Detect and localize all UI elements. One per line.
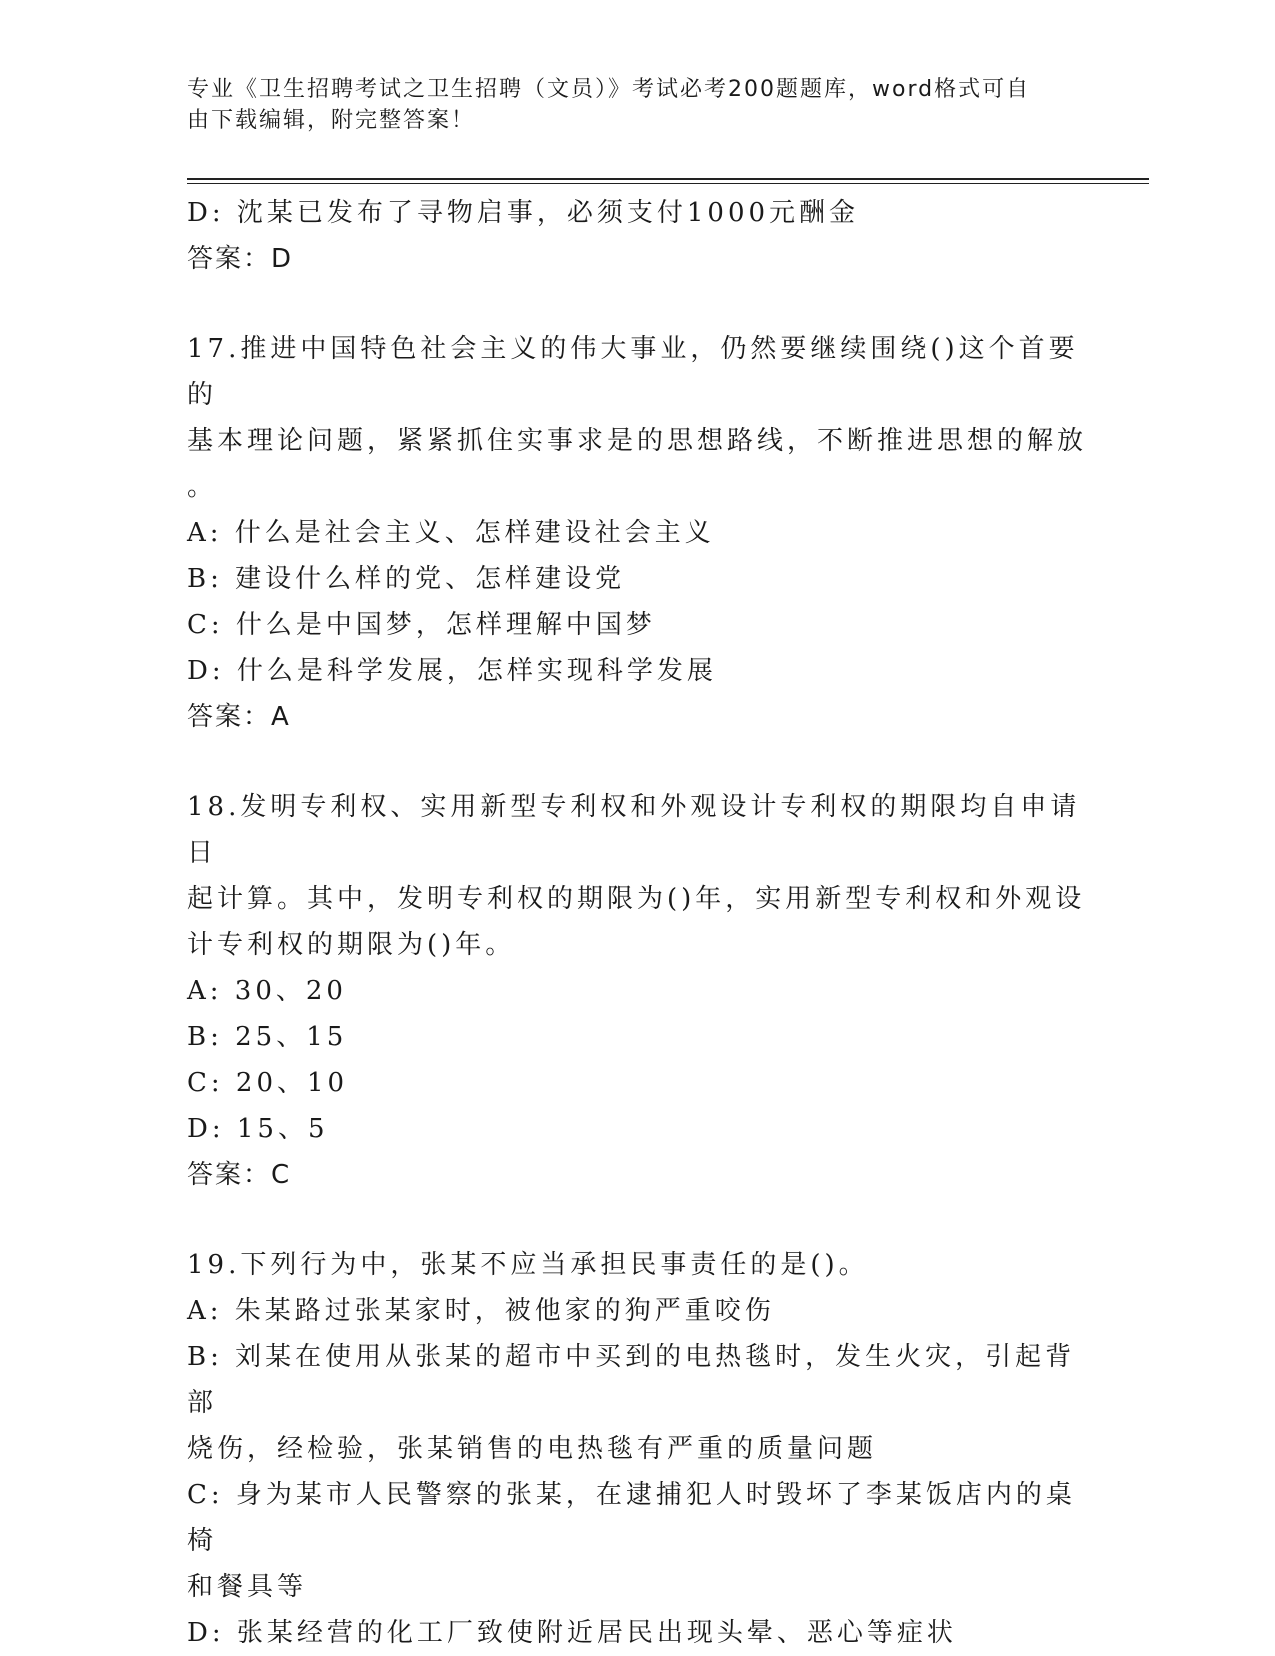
option-c: C: 身为某市人民警察的张某，在逮捕犯人时毁坏了李某饭店内的桌椅 <box>187 1480 1076 1556</box>
option-b: B: 刘某在使用从张某的超市中买到的电热毯时，发生火灾，引起背部 <box>187 1342 1076 1418</box>
option-a: A: 什么是社会主义、怎样建设社会主义 <box>187 518 715 548</box>
question-text-line: 起计算。其中，发明专利权的期限为()年，实用新型专利权和外观设 <box>187 884 1086 914</box>
question-text-line: 计专利权的期限为()年。 <box>187 930 516 960</box>
document-body <box>187 190 1087 1656</box>
option-c-continued: 和餐具等 <box>187 1572 308 1602</box>
option-d: D: 什么是科学发展，怎样实现科学发展 <box>187 656 717 686</box>
question-text-line: 基本理论问题，紧紧抓住实事求是的思想路线，不断推进思想的解放 <box>187 426 1088 456</box>
option-b-continued: 烧伤，经检验，张某销售的电热毯有严重的质量问题 <box>187 1434 878 1464</box>
header-divider-thick <box>187 178 1149 180</box>
spacer <box>187 740 1087 784</box>
document-header <box>187 74 1067 136</box>
option-d: D: 15、5 <box>187 1114 329 1144</box>
option-c: C: 什么是中国梦，怎样理解中国梦 <box>187 610 656 640</box>
question-text-line: 19.下列行为中，张某不应当承担民事责任的是()。 <box>187 1250 869 1280</box>
header-title-line-1: 专业《卫生招聘考试之卫生招聘（文员）》考试必考200题题库，word格式可自 <box>187 77 1031 102</box>
spacer <box>187 282 1087 326</box>
header-divider-thin <box>187 183 1149 184</box>
option-a: A: 30、20 <box>187 976 347 1006</box>
option-b: B: 建设什么样的党、怎样建设党 <box>187 564 626 594</box>
question-19 <box>187 1242 1087 1656</box>
question-text-line: 。 <box>187 472 218 502</box>
option-a: A: 朱某路过张某家时，被他家的狗严重咬伤 <box>187 1296 775 1326</box>
option-d: D: 张某经营的化工厂致使附近居民出现头晕、恶心等症状 <box>187 1618 957 1648</box>
answer: 答案：A <box>187 702 291 732</box>
question-text-line: 18.发明专利权、实用新型专利权和外观设计专利权的期限均自申请日 <box>187 792 1081 868</box>
question-text-line: 17.推进中国特色社会主义的伟大事业，仍然要继续围绕()这个首要的 <box>187 334 1079 410</box>
question-18 <box>187 784 1087 1198</box>
option-b: B: 25、15 <box>187 1022 348 1052</box>
option-d: D: 沈某已发布了寻物启事，必须支付1000元酬金 <box>187 198 860 228</box>
spacer <box>187 1198 1087 1242</box>
question-17 <box>187 326 1087 740</box>
answer: 答案：C <box>187 1160 292 1190</box>
answer: 答案：D <box>187 244 294 274</box>
header-title-line-2: 由下载编辑，附完整答案！ <box>187 108 476 133</box>
previous-question <box>187 190 1087 282</box>
option-c: C: 20、10 <box>187 1068 349 1098</box>
